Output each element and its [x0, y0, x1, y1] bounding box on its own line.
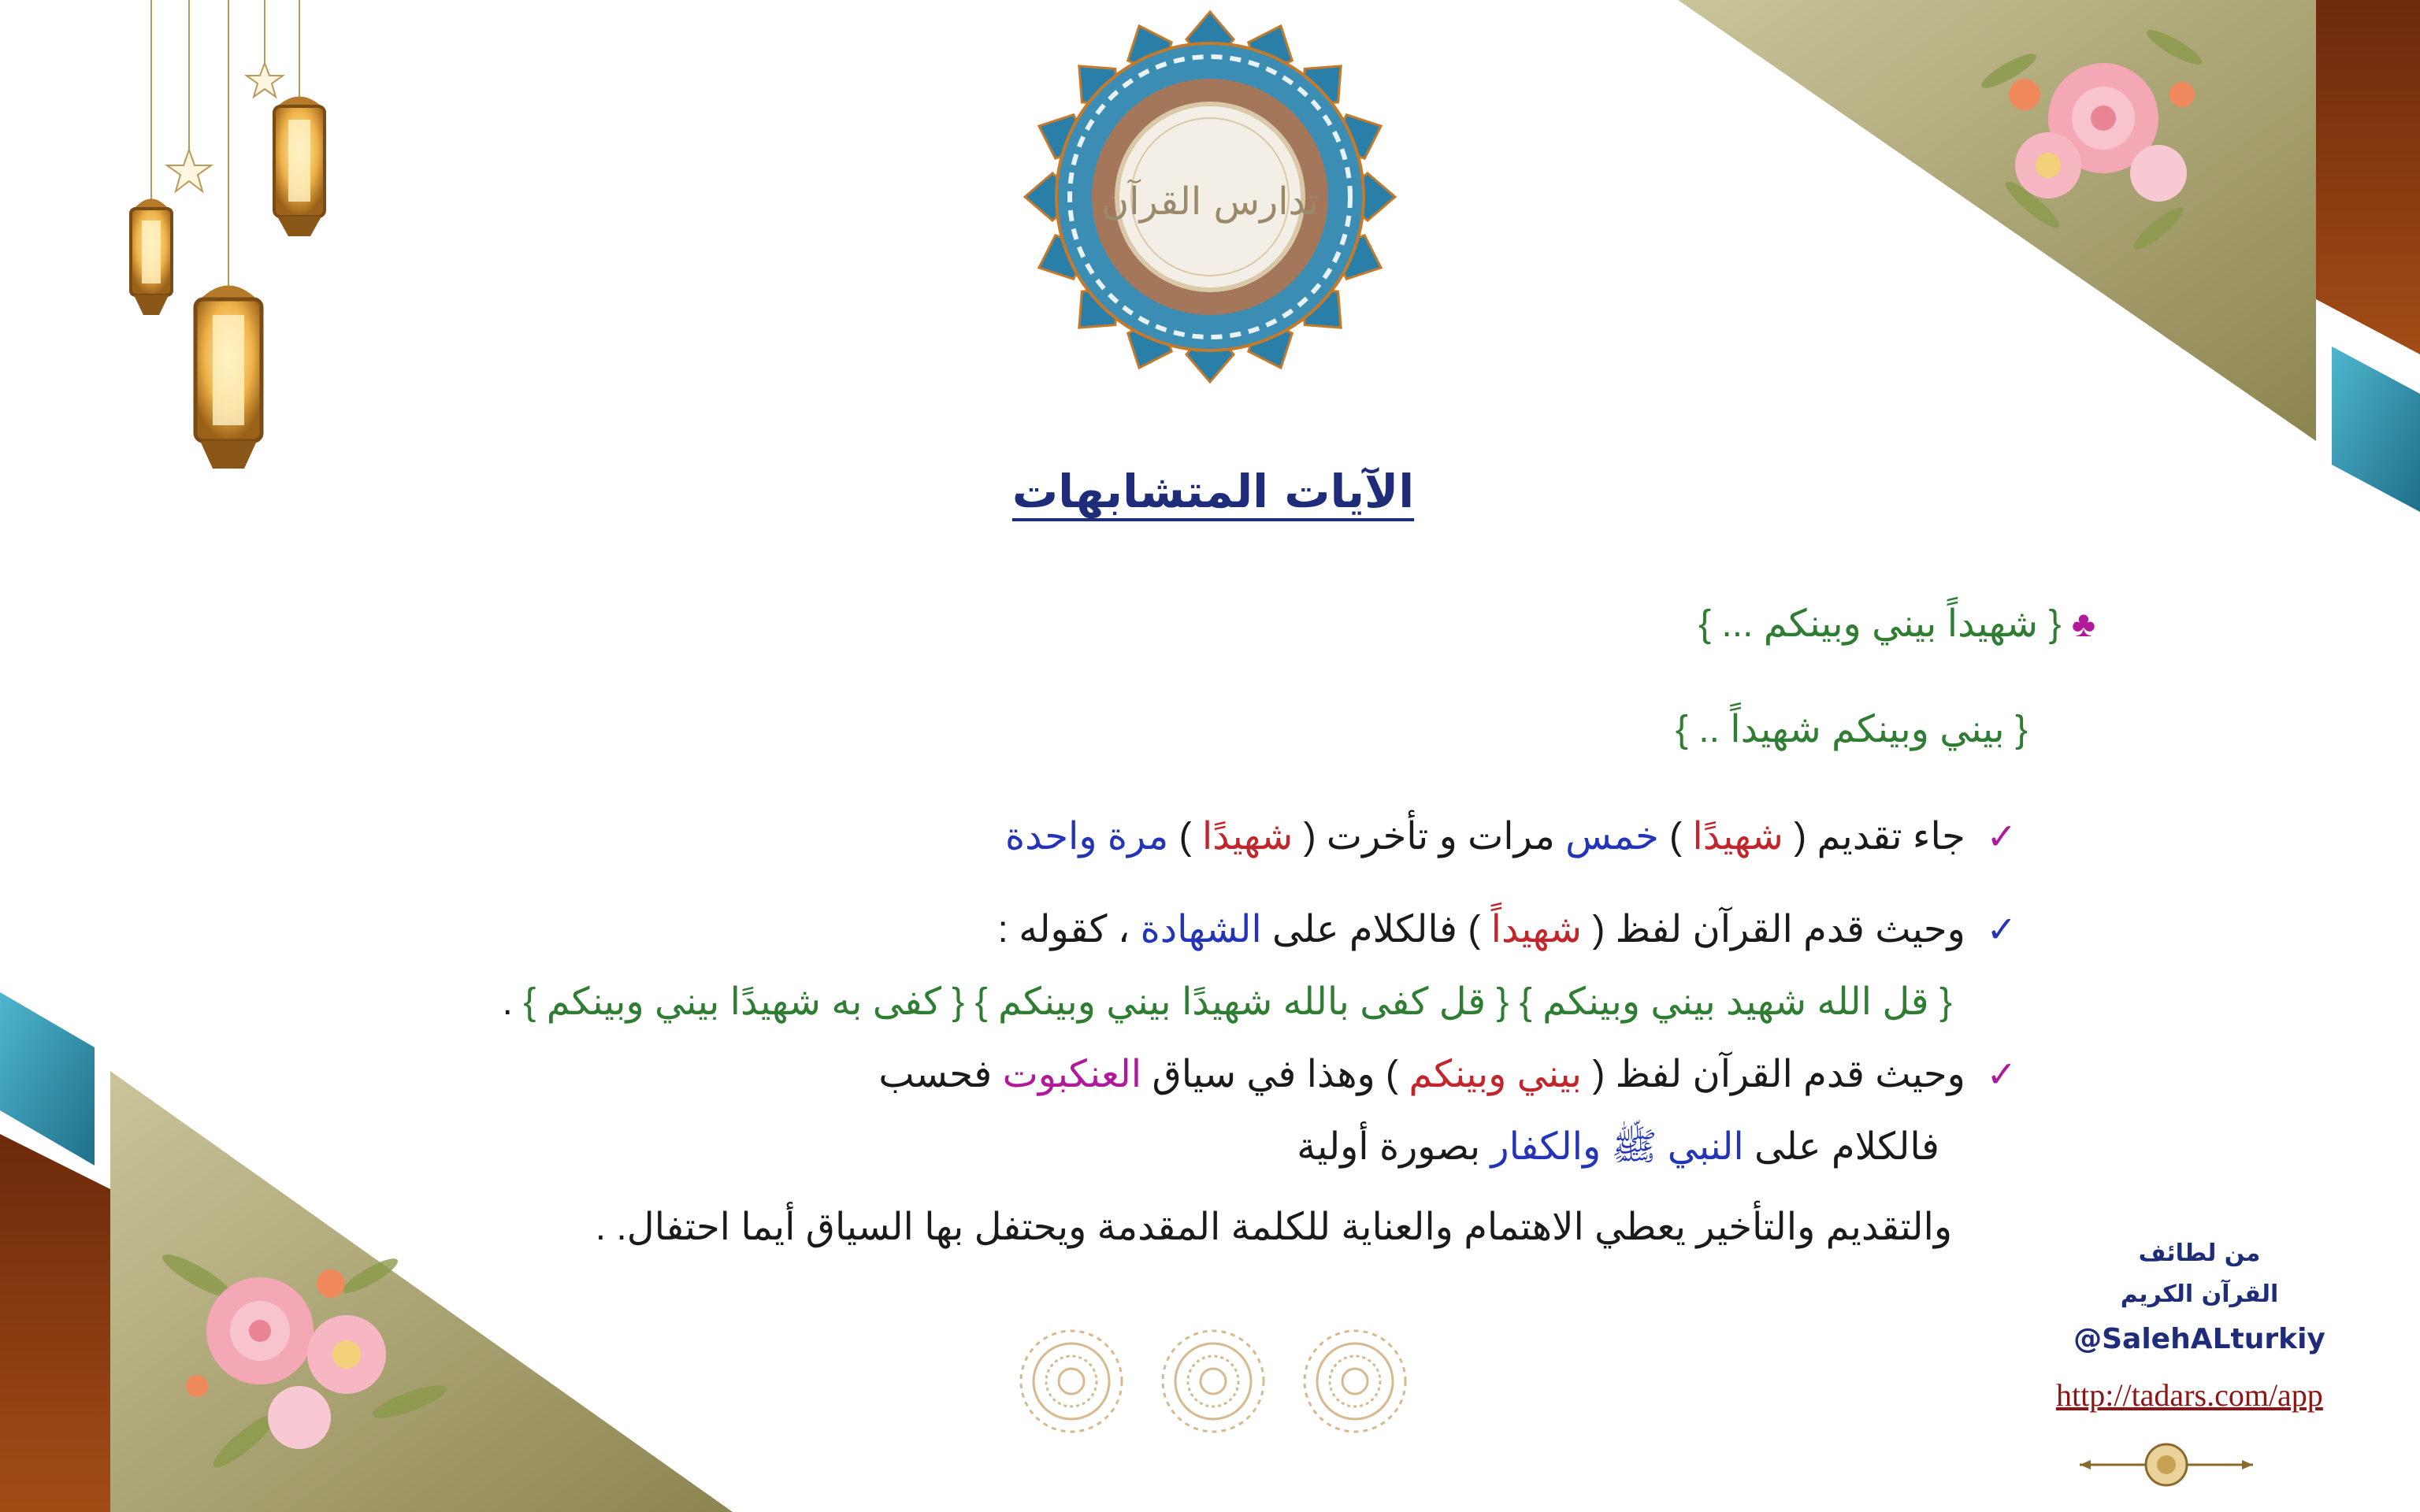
point-1 [1005, 814, 2017, 860]
checkmark-icon: ✓ [1986, 909, 2017, 950]
point-1-text-c: ) [1658, 816, 1693, 858]
checkmark-icon: ✓ [1986, 816, 2017, 857]
credit-url-link[interactable]: http://tadars.com/app [2056, 1377, 2323, 1413]
point-2-quoted-verses: { قل الله شهيد بيني وبينكم } { قل كفى بالله شهيدًا بيني وبينكم } { كفى به شهيدًا بيني وبينكم } [523, 981, 1952, 1023]
teal-shape-left [0, 992, 95, 1166]
teal-shape-right [2332, 346, 2420, 512]
point-2-text-c: ) فالكلام على [1261, 909, 1491, 951]
rosette-icon [1021, 1331, 1122, 1432]
point-3-word-bayni: بيني وبينكم [1409, 1054, 1582, 1095]
point-1-text-g: ) [1168, 816, 1202, 858]
point-2-text-a: وحيث قدم القرآن لفظ ( [1582, 909, 1965, 951]
flower-bouquet-top-right [1962, 0, 2221, 268]
point-3-line-2c: بصورة أولية [1297, 1126, 1491, 1168]
lantern-icon [131, 199, 172, 316]
divider-ornament [2072, 1433, 2261, 1496]
credit-handle: @SalehALturkiy [2073, 1323, 2325, 1355]
checkmark-icon: ✓ [1986, 1054, 2017, 1095]
rust-band-top [2316, 0, 2420, 354]
flower-bouquet-bottom-left [150, 1228, 481, 1480]
credit-line-2: القرآن الكريم [2120, 1280, 2279, 1308]
point-1-word-shahidan-2: شهيدًا [1201, 816, 1294, 858]
lantern-icon [195, 286, 262, 469]
rosette-icon [1305, 1331, 1405, 1432]
point-2-quotes [503, 980, 1952, 1025]
point-3-text-e: فحسب [878, 1054, 1003, 1095]
point-1-word-once: مرة واحدة [1005, 816, 1169, 858]
point-2-word-shahada: الشهادة [1140, 909, 1262, 951]
quran-medallion-logo [1021, 8, 1399, 386]
page-title: الآيات المتشابهات [1011, 465, 1415, 518]
point-3-word-ankabut: العنكبوت [1002, 1054, 1142, 1095]
point-2 [998, 907, 2017, 953]
point-3-line-2 [1297, 1125, 1939, 1170]
rosette-icon [1163, 1331, 1264, 1432]
point-1-word-five: خمس [1565, 816, 1659, 858]
club-icon: ♣ [2071, 603, 2095, 644]
verse-line-2 [1676, 707, 2028, 753]
point-3 [878, 1052, 2017, 1098]
verse-2-text: { بيني وبينكم شهيداً .. } [1675, 709, 2028, 750]
lanterns-decoration [102, 0, 354, 488]
star-icon [247, 63, 283, 97]
star-icon [167, 150, 211, 191]
point-3-conclusion: والتقديم والتأخير يعطي الاهتمام والعناية للكلمة المقدمة ويحتفل بها السياق أيما احتفال. . [595, 1206, 1952, 1248]
point-3-text-c: ) وهذا في سياق [1141, 1054, 1409, 1095]
rust-band-bottom [0, 1134, 110, 1512]
point-3-prophet-disbelievers: النبي ﷺ والكفار [1490, 1126, 1744, 1168]
point-3-line-2a: فالكلام على [1743, 1126, 1939, 1168]
logo-calligraphy: تدارس القرآن [1101, 180, 1319, 224]
verse-line-1 [1698, 602, 2095, 647]
lantern-icon [274, 97, 325, 237]
point-3-line-3 [596, 1205, 1952, 1251]
point-2-end: . [502, 981, 524, 1023]
point-2-word-shahidan: شهيداً [1490, 909, 1582, 951]
point-1-text-a: جاء تقديم ( [1783, 816, 1965, 858]
point-1-text-e: مرات و تأخرت ( [1293, 816, 1566, 858]
credit-line-1: من لطائف [2138, 1240, 2261, 1267]
point-3-text-a: وحيث قدم القرآن لفظ ( [1582, 1054, 1965, 1095]
verse-1-text: { شهيداً بيني وبينكم ... } [1698, 603, 2062, 645]
rosette-ornaments [1016, 1326, 1410, 1436]
point-1-word-shahidan: شهيدًا [1692, 816, 1783, 858]
point-2-text-e: ، كقوله : [997, 909, 1141, 951]
